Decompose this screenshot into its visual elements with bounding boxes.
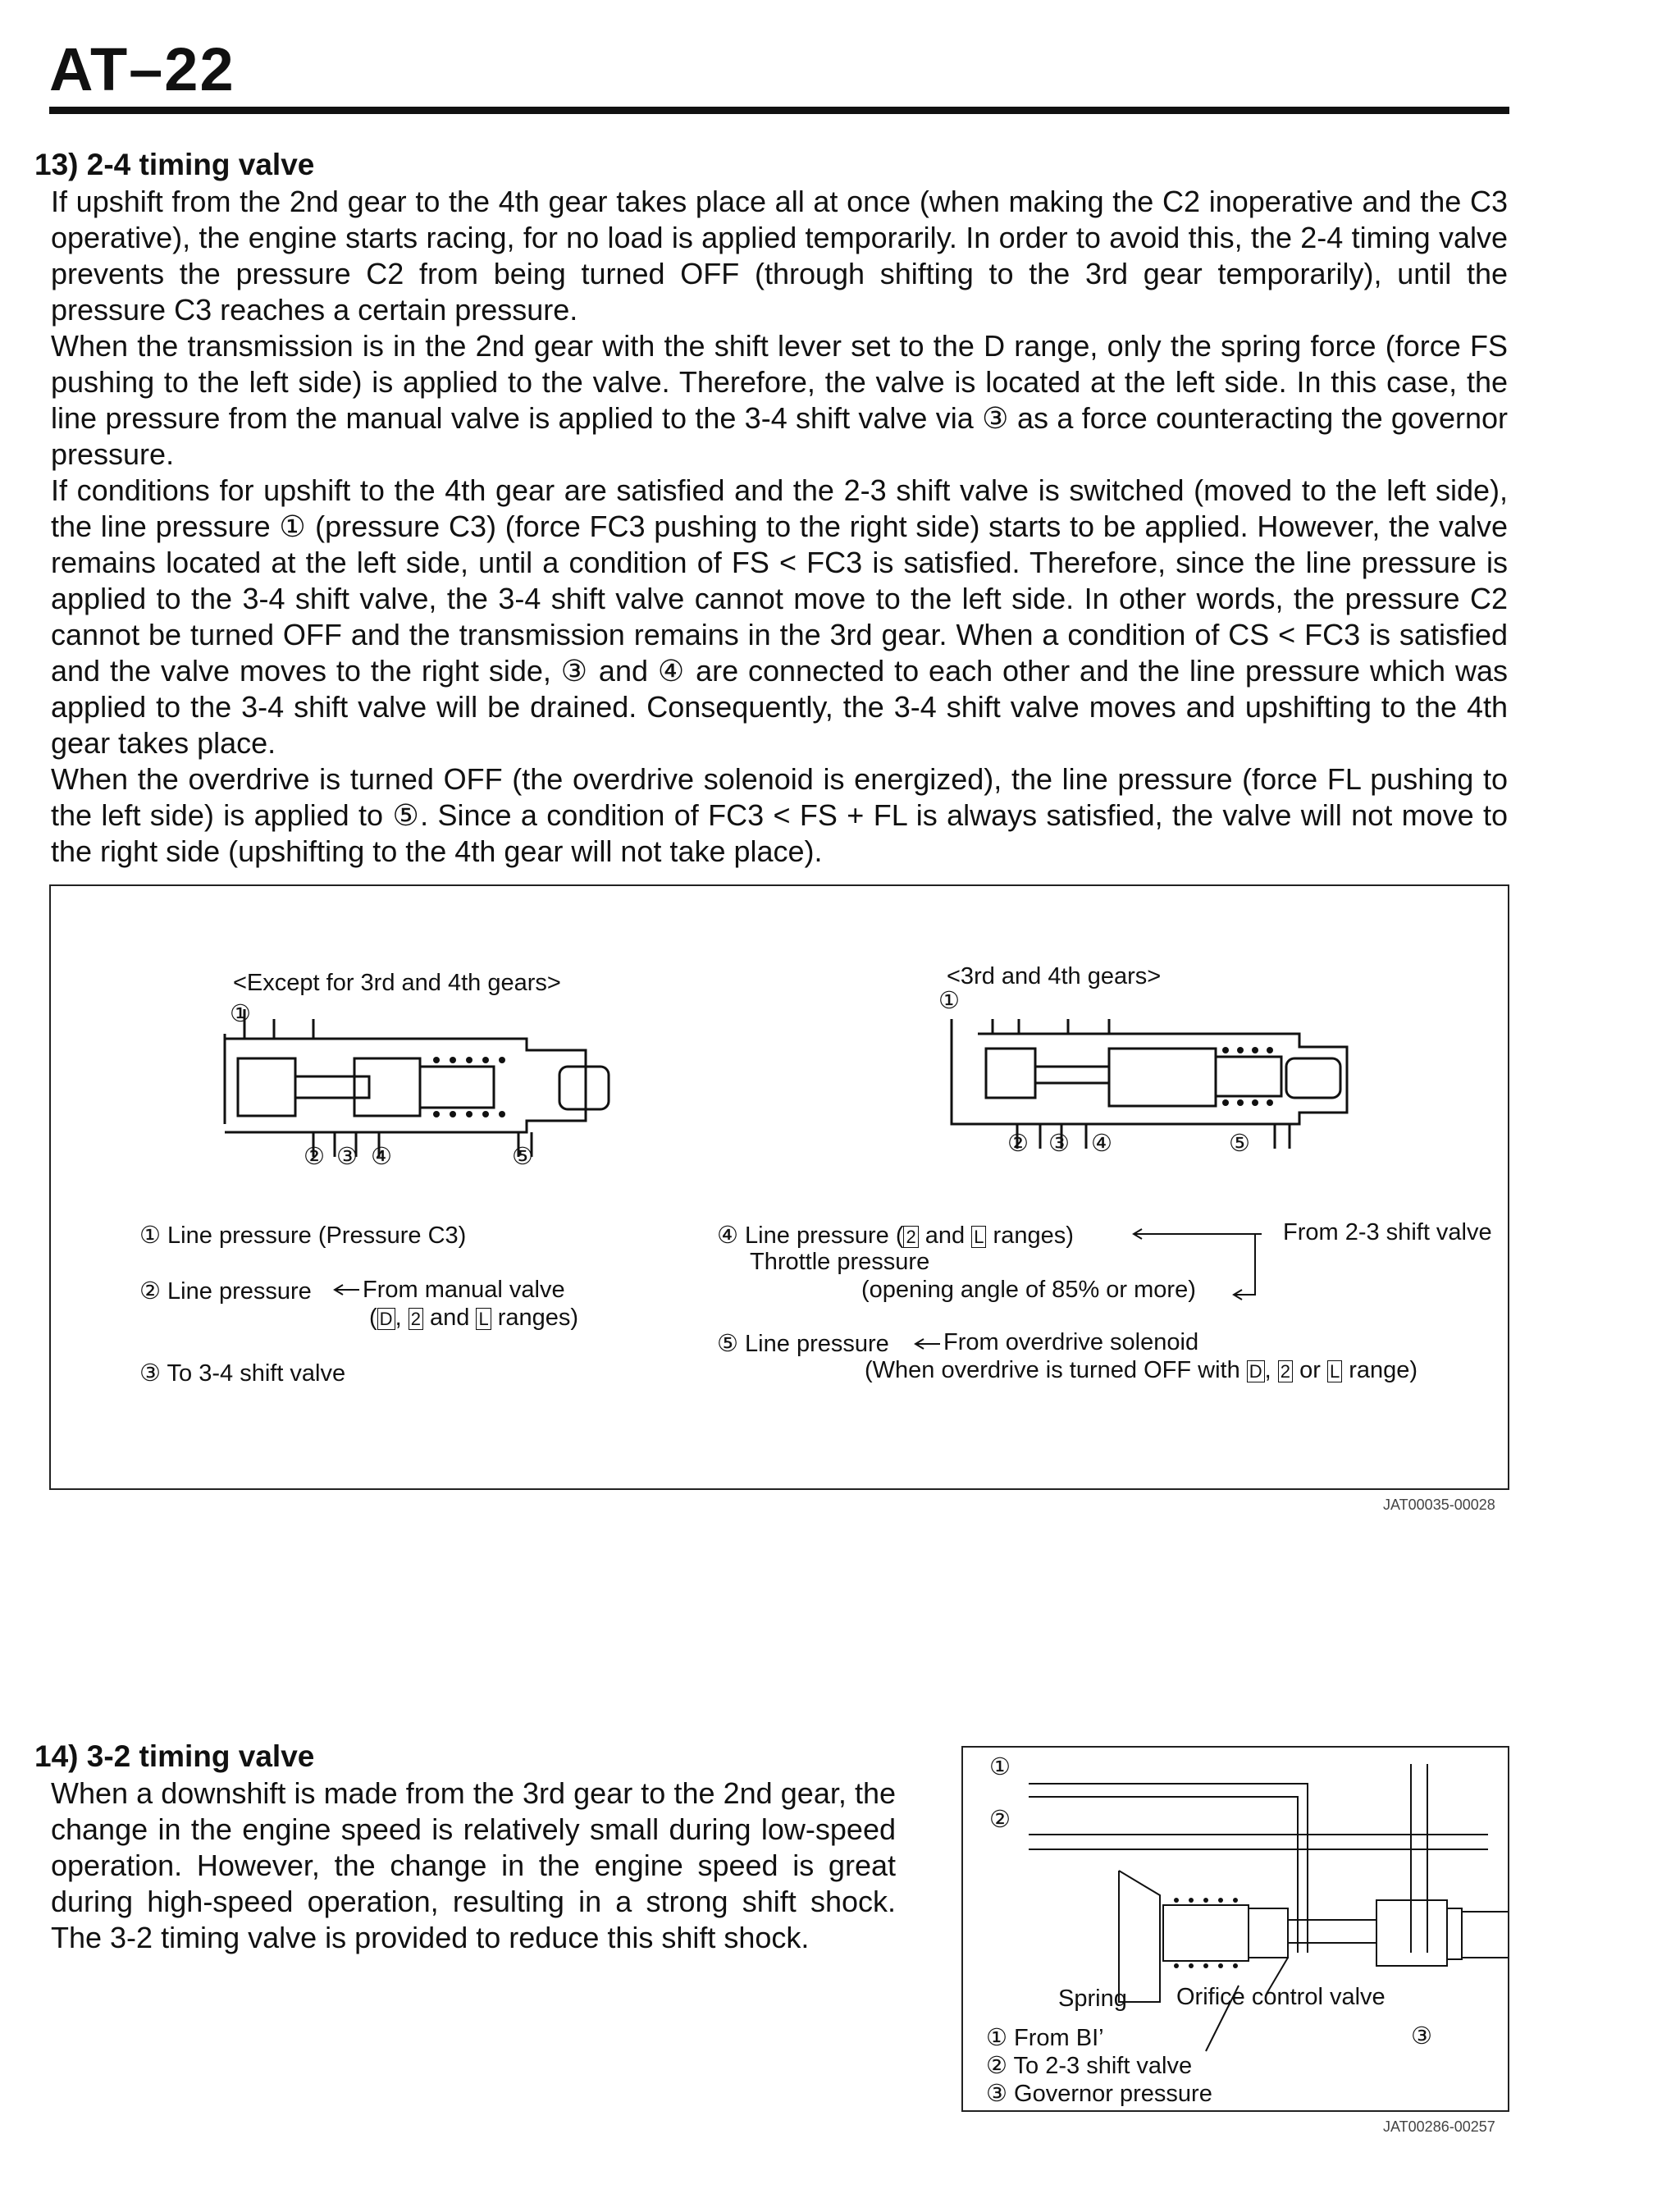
legend-5-condition: (When overdrive is turned OFF with D , 2 or L range): [865, 1357, 1418, 1383]
range-d-box: D: [1247, 1360, 1265, 1382]
right-marker-3: ③: [1048, 1131, 1070, 1157]
section-13-body: [51, 184, 1508, 870]
caption-except-3rd-4th: <Except for 3rd and 4th gears>: [233, 970, 561, 996]
legend-4-opening: (opening angle of 85% or more): [861, 1277, 1196, 1303]
figure-14-code: JAT00286-00257: [1383, 2118, 1495, 2135]
section-14-title: 14) 3-2 timing valve: [34, 1739, 315, 1773]
legend-4: ④ Line pressure ( 2 and L ranges): [717, 1222, 1074, 1249]
figure-3-2-timing-valve: [961, 1746, 1509, 2112]
legend-4-from: From 2-3 shift valve: [1283, 1219, 1492, 1245]
section-13-title: 13) 2-4 timing valve: [34, 148, 315, 181]
left-marker-4: ④: [371, 1144, 392, 1170]
fig14-legend-2: ② To 2-3 shift valve: [986, 2053, 1193, 2079]
range-2-box: 2: [903, 1226, 918, 1248]
right-marker-5: ⑤: [1229, 1131, 1250, 1157]
fig14-marker-3: ③: [1411, 2023, 1432, 2050]
range-2-box: 2: [409, 1308, 423, 1330]
legend-2-line: ② Line pressure: [139, 1278, 312, 1305]
legend-5-from: From overdrive solenoid: [943, 1329, 1199, 1355]
valve-diagram-left: [51, 886, 1508, 1488]
left-marker-1: ①: [230, 1001, 251, 1027]
right-marker-2: ②: [1007, 1131, 1029, 1157]
section-13-paragraph-3: If conditions for upshift to the 4th gear are satisfied and the 2-3 shift valve is switched (moved to the left side), the line pressure ① (pressure C3) (force FC3 pushing to the right side) starts to be applied. However, the valve remains located at the left side, until a condition of FS < FC3 is satisfied. Therefore, since the line pressure is applied to the 3-4 shift valve, the 3-4 shift valve cannot move to the left side. In other words, the pressure C2 cannot be turned OFF and the transmission remains in the 3rd gear. When a condition of CS < FC3 is satisfied and the valve moves to the right side, ③ and ④ are connected to each other and the line pressure which was applied to the 3-4 shift valve will be drained. Consequently, the 3-4 shift valve moves and upshifting to the 4th gear takes place.: [51, 473, 1508, 760]
header-rule: [49, 107, 1509, 114]
range-l-box: L: [971, 1226, 986, 1248]
fig14-legend-3: ③ Governor pressure: [986, 2081, 1212, 2107]
legend-5-line: ⑤ Line pressure: [717, 1331, 889, 1357]
section-14-paragraph-1: When a downshift is made from the 3rd gear to the 2nd gear, the change in the engine speed is relatively small during low-speed operation. However, the change in the engine speed is great during high-speed operation, resulting in a strong shift shock. The 3-2 timing valve is provided to reduce this shift shock.: [51, 1776, 896, 1954]
figure-13-code: JAT00035-00028: [1383, 1497, 1495, 1513]
section-13-paragraph-4: When the overdrive is turned OFF (the overdrive solenoid is energized), the line pressure (force FL pushing to the left side) is applied to ⑤. Since a condition of FC3 < FS + FL is always satisfied, the valve will not move to the right side (upshifting to the 4th gear will not take place).: [51, 762, 1508, 868]
right-marker-1: ①: [938, 988, 960, 1014]
left-marker-2: ②: [304, 1144, 325, 1170]
section-13-paragraph-2: When the transmission is in the 2nd gear with the shift lever set to the D range, only the spring force (force FS pushing to the left side) is applied to the valve. Therefore, the valve is located at the left side. In this case, the line pressure from the manual valve is applied to the 3-4 shift valve via ③ as a force counteracting the governor pressure.: [51, 329, 1508, 471]
fig14-legend-1: ① From BI’: [986, 2025, 1104, 2051]
right-marker-4: ④: [1091, 1131, 1112, 1157]
section-14-body: [51, 1775, 896, 1956]
spring-label: Spring: [1058, 1986, 1127, 2012]
page-number: AT–22: [49, 35, 235, 103]
left-marker-3: ③: [336, 1144, 358, 1170]
legend-4-throttle: Throttle pressure: [750, 1249, 930, 1275]
legend-2-ranges: ( D , 2 and L ranges): [369, 1305, 579, 1331]
left-marker-5: ⑤: [512, 1144, 533, 1170]
legend-2-from: From manual valve: [363, 1277, 565, 1303]
caption-3rd-4th: <3rd and 4th gears>: [947, 963, 1162, 989]
orifice-control-valve-label: Orifice control valve: [1176, 1984, 1386, 2010]
legend-3: ③ To 3-4 shift valve: [139, 1360, 346, 1387]
fig14-marker-2: ②: [989, 1807, 1011, 1833]
legend-1: ① Line pressure (Pressure C3): [139, 1222, 467, 1249]
range-2-box: 2: [1278, 1360, 1293, 1382]
fig14-marker-1: ①: [989, 1754, 1011, 1780]
range-d-box: D: [377, 1308, 395, 1330]
range-l-box: L: [476, 1308, 491, 1330]
figure-2-4-timing-valve: [49, 884, 1509, 1490]
section-13-paragraph-1: If upshift from the 2nd gear to the 4th gear takes place all at once (when making the C2 inoperative and the C3 operative), the engine starts racing, for no load is applied temporarily. In order to avoid this, the 2-4 timing valve prevents the pressure C2 from being turned OFF (through shifting to the 3rd gear temporarily), until the pressure C3 reaches a certain pressure.: [51, 185, 1508, 327]
range-l-box: L: [1327, 1360, 1342, 1382]
